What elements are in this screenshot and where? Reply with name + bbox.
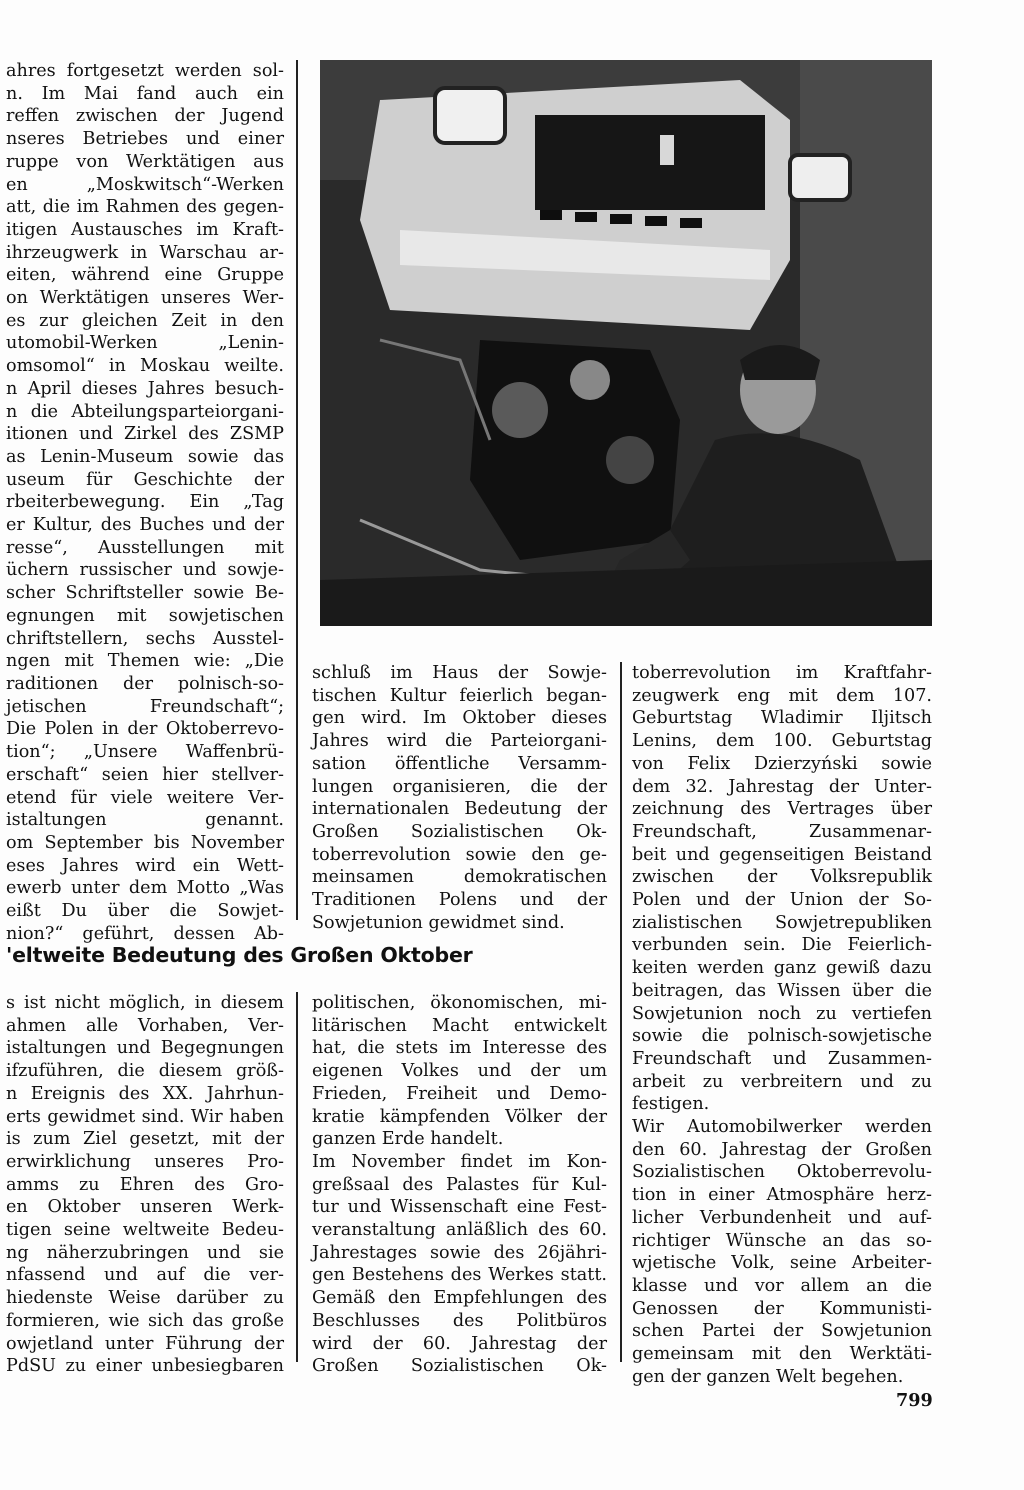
text-line: tur und Wissenschaft eine Fest- (312, 1197, 607, 1218)
text-line: licher Verbundenheit und auf- (632, 1207, 932, 1228)
text-line: ngen mit Themen wie: „Die (6, 651, 284, 672)
text-line: von Felix Dzierzyński sowie (632, 753, 932, 774)
text-line: ahres fortgesetzt werden sol- (6, 61, 284, 81)
text-line: ruppe von Werktätigen aus (6, 151, 284, 172)
factory-photo (320, 60, 932, 626)
text-line: formieren, wie sich das große (6, 1310, 284, 1331)
text-line: er Kultur, des Buches und der (6, 515, 284, 536)
text-line: gemeinsam mit den Werktäti- (632, 1344, 932, 1365)
text-line: utomobil-Werken „Lenin- (6, 333, 284, 354)
text-line: Geburtstag Wladimir Iljitsch (632, 708, 932, 729)
text-line: wjetische Volk, seine Arbeiter- (632, 1253, 932, 1274)
text-line: lungen organisieren, die der (312, 776, 607, 797)
text-line: gen Bestehens des Werkes statt. (312, 1265, 607, 1286)
text-line: üchern russischer und sowje- (6, 560, 284, 581)
text-line: egnungen mit sowjetischen (6, 605, 284, 626)
text-line: arbeit zu verbreitern und zu (632, 1071, 932, 1092)
text-line: Großen Sozialistischen Ok- (312, 821, 607, 842)
text-line: zeugwerk eng mit dem 107. (632, 685, 932, 706)
text-line: ganzen Erde handelt. (312, 1129, 504, 1150)
text-line: nfassend und auf die ver- (6, 1265, 284, 1286)
text-line: ahmen alle Vorhaben, Ver- (6, 1015, 284, 1036)
text-line: itigen Austausches im Kraft- (6, 219, 284, 240)
text-line: Sowjetunion noch zu vertiefen (632, 1003, 932, 1024)
text-line: Beschlusses des Politbüros (312, 1310, 607, 1331)
text-line: is zum Ziel gesetzt, mit der (6, 1129, 284, 1150)
text-line: s ist nicht möglich, in diesem (6, 993, 284, 1013)
text-line: Gemäß den Empfehlungen des (312, 1288, 607, 1309)
text-line: wird der 60. Jahrestag der (312, 1333, 607, 1354)
text-line: Traditionen Polens und der (312, 890, 607, 911)
text-line: festigen. (632, 1094, 710, 1115)
text-line: Polen und der Union der So- (632, 890, 932, 911)
text-line: eses Jahres wird ein Wett- (6, 855, 284, 876)
column-middle-upper (312, 662, 607, 934)
text-line: n. Im Mai fand auch ein (6, 83, 284, 104)
text-line: Sowjetunion gewidmet sind. (312, 912, 565, 933)
text-line: beit und gegenseitigen Beistand (632, 844, 932, 865)
text-line: jetischen Freundschaft“; (6, 696, 284, 717)
text-line: tigen seine weltweite Bedeu- (6, 1220, 284, 1241)
text-line: itionen und Zirkel des ZSMP (6, 424, 284, 445)
text-line: tion in einer Atmosphäre herz- (632, 1185, 932, 1206)
text-line: zwischen der Volksrepublik (632, 867, 932, 888)
column-right (632, 662, 932, 1389)
text-line: Jahres wird die Parteiorgani- (312, 731, 607, 752)
text-line: veranstaltung anläßlich des 60. (312, 1220, 607, 1241)
text-line: istaltungen genannt. (6, 810, 284, 831)
text-line: owjetland unter Führung der (6, 1333, 284, 1354)
text-line: den 60. Jahrestag der Großen (632, 1139, 932, 1160)
text-line: zeichnung des Vertrages über (632, 799, 932, 820)
text-line: istaltungen und Begegnungen (6, 1038, 284, 1059)
text-line: Wir Automobilwerker werden (632, 1117, 932, 1138)
text-line: dem 32. Jahrestag der Unter- (632, 776, 932, 797)
text-line: keiten werden ganz gewiß dazu (632, 958, 932, 979)
text-line: gen der ganzen Welt begehen. (632, 1366, 904, 1387)
text-line: Freundschaft und Zusammen- (632, 1048, 932, 1069)
text-line: on Werktätigen unseres Wer- (6, 288, 284, 309)
text-line: politischen, ökonomischen, mi- (312, 993, 607, 1013)
text-line: tischen Kultur feierlich began- (312, 685, 607, 706)
text-line: hat, die stets im Interesse des (312, 1038, 607, 1059)
section-heading: 'eltweite Bedeutung des Großen Oktober (6, 943, 473, 967)
text-line: ewerb unter dem Motto „Was (6, 878, 284, 899)
text-line: n die Abteilungsparteiorgani- (6, 401, 284, 422)
text-line: internationalen Bedeutung der (312, 799, 607, 820)
text-line: omsomol“ in Moskau weilte. (6, 356, 284, 377)
text-line: nion?“ geführt, dessen Ab- (6, 923, 284, 944)
text-line: resse“, Ausstellungen mit (6, 537, 284, 558)
column-rule (620, 662, 622, 1362)
text-line: schluß im Haus der Sowje- (312, 663, 607, 683)
text-line: litärischen Macht entwickelt (312, 1015, 607, 1036)
text-line: erwirklichung unseres Pro- (6, 1151, 284, 1172)
text-line: klasse und vor allem an die (632, 1275, 932, 1296)
text-line: es zur gleichen Zeit in den (6, 310, 284, 331)
text-line: as Lenin-Museum sowie das (6, 446, 284, 467)
text-line: Freundschaft, Zusammenar- (632, 821, 932, 842)
text-line: erschaft“ seien hier stellver- (6, 764, 284, 785)
text-line: Lenins, dem 100. Geburtstag (632, 731, 932, 752)
text-line: meinsamen demokratischen (312, 867, 607, 888)
text-line: erts gewidmet sind. Wir haben (6, 1106, 284, 1127)
text-line: Im November findet im Kon- (312, 1151, 607, 1172)
text-line: eigenen Volkes und der um (312, 1061, 607, 1082)
text-line: n April dieses Jahres besuch- (6, 378, 284, 399)
text-line: ng näherzubringen und sie (6, 1242, 284, 1263)
column-bottom-middle (312, 992, 607, 1378)
text-line: Jahrestages sowie des 26jähri- (312, 1242, 607, 1263)
text-line: beitragen, das Wissen über die (632, 980, 932, 1001)
text-line: ifzuführen, die diesem größ- (6, 1061, 284, 1082)
column-rule (296, 60, 298, 920)
text-line: sowie die polnisch-sowjetische (632, 1026, 932, 1047)
text-line: Frieden, Freiheit und Demo- (312, 1083, 607, 1104)
text-line: greßsaal des Palastes für Kul- (312, 1174, 607, 1195)
text-line: eißt Du über die Sowjet- (6, 901, 284, 922)
text-line: verbunden sein. Die Feierlich- (632, 935, 932, 956)
text-line: en „Moskwitsch“-Werken (6, 174, 284, 195)
text-line: Großen Sozialistischen Ok- (312, 1356, 607, 1377)
text-line: toberrevolution sowie den ge- (312, 844, 607, 865)
text-line: chriftstellern, sechs Ausstel- (6, 628, 284, 649)
text-line: en Oktober unseren Werk- (6, 1197, 284, 1218)
column-top-left (6, 60, 284, 945)
text-line: etend für viele weitere Ver- (6, 787, 284, 808)
text-line: raditionen der polnisch-so- (6, 673, 284, 694)
text-line: nseres Betriebes und einer (6, 129, 284, 150)
text-line: reffen zwischen der Jugend (6, 106, 284, 127)
text-line: amms zu Ehren des Gro- (6, 1174, 284, 1195)
text-line: Sozialistischen Oktoberrevolu- (632, 1162, 932, 1183)
text-line: toberrevolution im Kraftfahr- (632, 663, 932, 683)
column-rule (296, 992, 298, 1362)
text-line: n Ereignis des XX. Jahrhun- (6, 1083, 284, 1104)
column-bottom-left (6, 992, 284, 1378)
text-line: ihrzeugwerk in Warschau ar- (6, 242, 284, 263)
text-line: kratie kämpfenden Völker der (312, 1106, 607, 1127)
text-line: eiten, während eine Gruppe (6, 265, 284, 286)
text-line: schen Partei der Sowjetunion (632, 1321, 932, 1342)
text-line: rbeiterbewegung. Ein „Tag (6, 492, 284, 513)
text-line: useum für Geschichte der (6, 469, 284, 490)
factory-photo-image (320, 60, 932, 626)
text-line: zialistischen Sowjetrepubliken (632, 912, 932, 933)
text-line: richtiger Wünsche an das so- (632, 1230, 932, 1251)
text-line: scher Schriftsteller sowie Be- (6, 583, 284, 604)
text-line: om September bis November (6, 832, 284, 853)
text-line: Die Polen in der Oktoberrevo- (6, 719, 284, 740)
text-line: sation öffentliche Versamm- (312, 753, 607, 774)
text-line: hiedenste Weise darüber zu (6, 1288, 284, 1309)
text-line: att, die im Rahmen des gegen- (6, 197, 284, 218)
text-line: gen wird. Im Oktober dieses (312, 708, 607, 729)
text-line: Genossen der Kommunisti- (632, 1298, 932, 1319)
text-line: PdSU zu einer unbesiegbaren (6, 1356, 284, 1377)
page-number: 799 (896, 1390, 933, 1411)
text-line: tion“; „Unsere Waffenbrü- (6, 742, 284, 763)
